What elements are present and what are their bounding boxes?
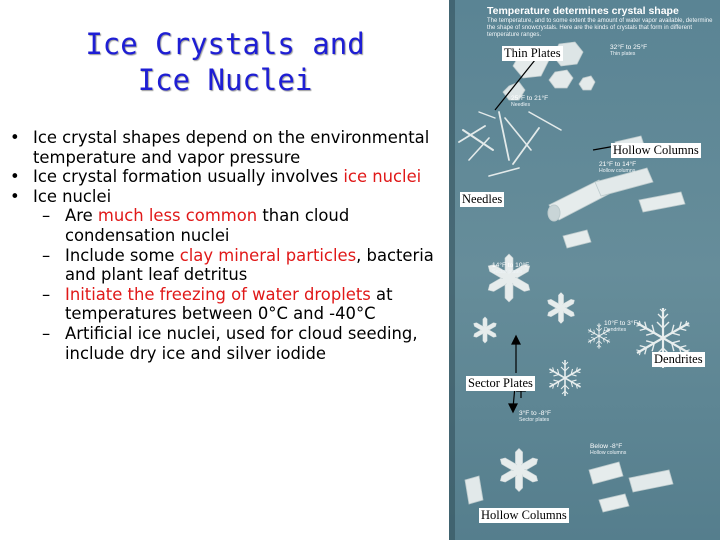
range-temp: 32°F to 25°F — [610, 44, 648, 51]
label-hollow-columns: Hollow Columns — [613, 143, 699, 157]
title-line-1: Ice Crystals and — [85, 27, 365, 61]
label-dendrites: Dendrites — [654, 352, 703, 366]
bullet-item — [8, 187, 448, 207]
label-thin-plates: Thin Plates — [504, 46, 561, 60]
sub-bullet-highlight: much less common — [97, 206, 258, 226]
label-hollow-columns-bottom: Hollow Columns — [481, 508, 567, 522]
sub-bullet-item — [8, 246, 448, 285]
bullet-item — [8, 128, 448, 167]
range-desc: Sector plates — [492, 269, 523, 275]
sub-bullet-pre: Include some — [65, 245, 180, 265]
range-label — [511, 95, 548, 109]
dash-mark: – — [42, 245, 51, 265]
range-temp: 25°F to 21°F — [511, 95, 549, 102]
figure-title: Temperature determines crystal shape — [487, 5, 679, 17]
range-desc: Sector plates — [519, 417, 550, 423]
sub-bullet-item — [8, 206, 448, 245]
range-desc: Dendrites — [604, 327, 627, 333]
dash-mark: – — [42, 206, 51, 226]
range-label — [492, 262, 529, 276]
figure-description: The temperature, and to some extent the amount of water vapor available, determine the shape of snowcrystals. Here are the kinds of crystals that form in different temperature ranges. — [487, 18, 713, 38]
title-line-2: Ice Nuclei — [137, 63, 313, 97]
range-label — [519, 410, 551, 424]
sub-bullet-highlight: Initiate the freezing of water droplets — [65, 284, 371, 304]
slide-title — [40, 26, 410, 98]
range-label — [610, 44, 647, 58]
bullet-mark: • — [10, 167, 20, 187]
bullet-mark: • — [10, 128, 20, 147]
bullet-text: Ice nuclei — [33, 186, 112, 206]
sub-bullet-post: than cloud condensation nuclei — [65, 206, 350, 245]
dash-mark: – — [42, 284, 51, 304]
range-label — [590, 443, 626, 457]
sub-bullet-pre: Artificial ice nuclei, used for cloud seeding, include dry ice and silver iodide — [65, 323, 418, 363]
bullet-highlight: ice nuclei — [343, 167, 422, 187]
sub-bullet-post: at temperatures between 0°C and -40°C — [65, 284, 393, 324]
range-temp: 10°F to 3°F — [604, 320, 638, 327]
range-temp: 3°F to -8°F — [519, 410, 552, 417]
bullet-text: Ice crystal formation usually involves — [33, 167, 344, 187]
range-temp: Below -8°F — [590, 443, 623, 450]
range-desc: Hollow columns — [599, 168, 636, 174]
bullet-item — [8, 167, 448, 187]
range-desc: Thin plates — [610, 51, 636, 57]
range-desc: Hollow columns — [590, 450, 627, 456]
dash-mark: – — [42, 323, 51, 343]
sub-bullet-highlight: clay mineral particles — [179, 245, 357, 265]
sub-bullet-pre: Are — [65, 206, 98, 226]
sub-bullet-item — [8, 285, 448, 324]
sub-bullet-post: , bacteria and plant leaf detritus — [65, 245, 434, 285]
range-temp: 14°F to 10°F — [492, 262, 530, 269]
range-desc: Needles — [511, 102, 531, 108]
crystal-shape-figure — [449, 0, 720, 540]
sub-bullet-item — [8, 324, 448, 363]
range-temp: 21°F to 14°F — [599, 161, 637, 168]
label-needles: Needles — [462, 192, 503, 206]
range-label — [604, 320, 638, 334]
bullet-text: Ice crystal shapes depend on the environmental temperature and vapor pressure — [33, 128, 430, 167]
range-label — [599, 161, 636, 175]
bullet-mark: • — [10, 186, 20, 206]
label-sector-plates: Sector Plates — [468, 376, 533, 390]
bullet-list — [8, 128, 448, 363]
